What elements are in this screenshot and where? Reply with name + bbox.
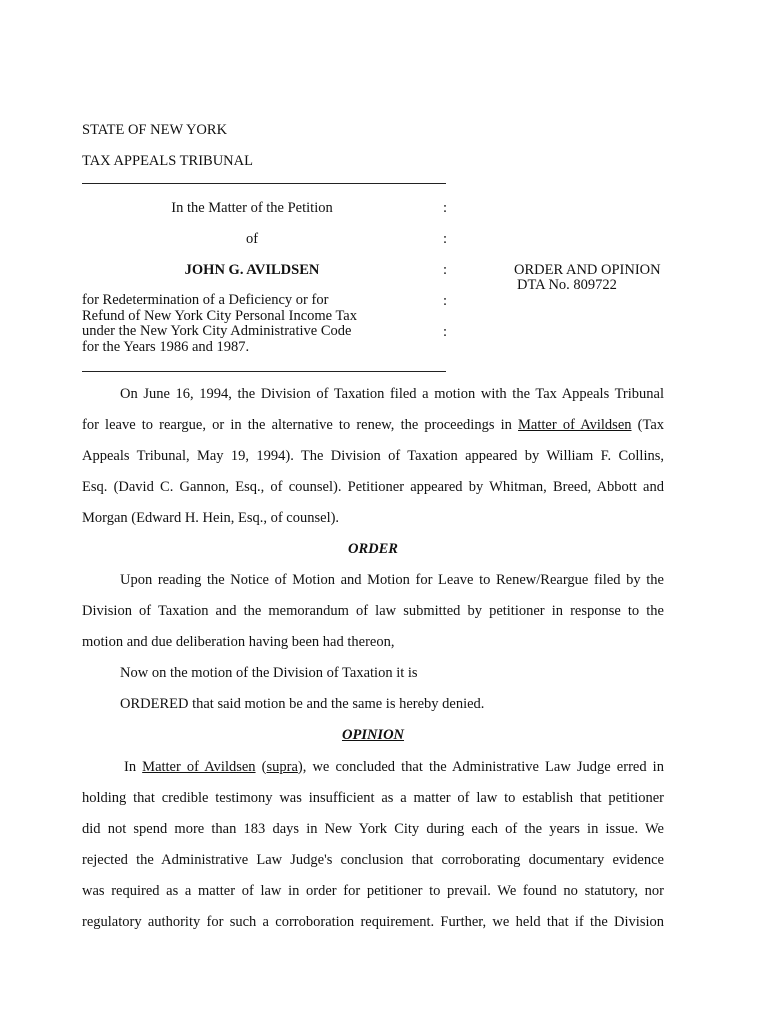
opinion-heading: OPINION — [341, 727, 405, 743]
body-line — [82, 417, 664, 434]
body-text: In — [124, 759, 143, 775]
caption-colon: : — [443, 324, 448, 340]
state-heading: STATE OF NEW YORK — [82, 122, 228, 138]
body-line: holding that credible testimony was insufficient as a matter of law to establish that petitioner — [82, 790, 664, 806]
body-line: On June 16, 1994, the Division of Taxation filed a motion with the Tax Appeals Tribunal — [120, 386, 664, 402]
body-line: Upon reading the Notice of Motion and Motion for Leave to Renew/Reargue filed by the — [120, 572, 664, 588]
body-line: motion and due deliberation having been had thereon, — [82, 634, 395, 650]
petitioner-name: JOHN G. AVILDSEN — [184, 262, 320, 278]
body-text: (Tax — [631, 417, 665, 433]
body-text: ( — [255, 759, 267, 775]
body-line: Now on the motion of the Division of Taxation it is — [120, 665, 418, 681]
caption-purpose-line: under the New York City Administrative Code — [82, 323, 352, 339]
body-line: was required as a matter of law in order for petitioner to prevail. We found no statutory, nor — [82, 883, 664, 899]
body-text: ), we concluded that the Administrative Law Judge erred in — [297, 759, 664, 775]
body-line: Appeals Tribunal, May 19, 1994). The Division of Taxation appeared by William F. Collins, — [82, 448, 664, 464]
body-line: regulatory authority for such a corroboration requirement. Further, we held that if the Division — [82, 914, 664, 930]
caption-colon: : — [443, 293, 448, 309]
caption-top-rule — [82, 183, 446, 184]
caption-colon: : — [443, 231, 448, 247]
caption-of: of — [245, 231, 259, 247]
body-text: for leave to reargue, or in the alternative to renew, the proceedings in — [82, 417, 519, 433]
caption-purpose-line: for the Years 1986 and 1987. — [82, 338, 250, 355]
document-type: ORDER AND OPINION — [514, 262, 661, 278]
body-line: Morgan (Edward H. Hein, Esq., of counsel). — [82, 510, 340, 526]
case-citation: Matter of Avildsen — [518, 417, 632, 433]
caption-bottom-rule — [82, 371, 446, 372]
caption-purpose-line: Refund of New York City Personal Income Tax — [82, 307, 357, 324]
order-heading: ORDER — [348, 541, 398, 557]
order-decree: ORDERED that said motion be and the same is hereby denied. — [120, 696, 485, 712]
body-line: did not spend more than 183 days in New York City during each of the years in issue. We — [82, 821, 664, 837]
tribunal-heading: TAX APPEALS TRIBUNAL — [82, 153, 253, 169]
body-line: Division of Taxation and the memorandum of law submitted by petitioner in response to the — [82, 603, 664, 619]
body-line: Esq. (David C. Gannon, Esq., of counsel). Petitioner appeared by Whitman, Breed, Abbott and — [82, 479, 664, 495]
caption-purpose-line: for Redetermination of a Deficiency or for — [82, 292, 329, 308]
body-line: rejected the Administrative Law Judge's conclusion that corroborating documentary evidence — [82, 852, 664, 868]
supra-citation: supra — [266, 759, 298, 775]
caption-colon: : — [443, 200, 448, 216]
dta-number: DTA No. 809722 — [517, 277, 617, 293]
body-line — [124, 759, 664, 776]
caption-purpose — [82, 293, 442, 355]
case-citation: Matter of Avildsen — [142, 759, 256, 775]
caption-matter-line: In the Matter of the Petition — [171, 200, 333, 216]
caption-colon: : — [443, 262, 448, 278]
